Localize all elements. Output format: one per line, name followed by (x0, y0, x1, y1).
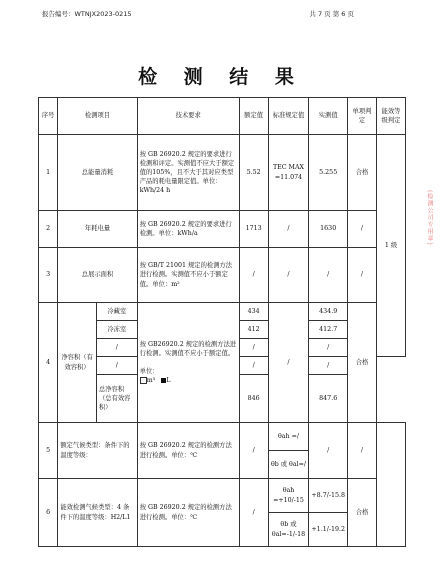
unit-label: 单位： (139, 367, 159, 375)
row-std: / (268, 248, 309, 303)
row-std: / (268, 303, 309, 423)
col-no: 序号 (39, 98, 58, 135)
sub-item: 总净容积（总有效容积） (96, 375, 137, 423)
row-no: 6 (39, 479, 58, 547)
unit-m3: m³ (146, 376, 156, 384)
row-item: 总能量消耗 (58, 135, 137, 211)
table-row (39, 135, 406, 211)
table-header-row (39, 98, 406, 135)
row-judge: 合格 (348, 303, 377, 423)
row-std-a: θah =+10/-15 (268, 479, 309, 513)
sub-item: / (96, 339, 137, 357)
sub-measured: / (309, 339, 348, 357)
page-header (0, 9, 442, 23)
table-row (39, 211, 406, 248)
sub-item: 冷藏室 (96, 303, 137, 321)
row-no: 4 (39, 303, 58, 423)
row-rated: 5.52 (239, 135, 268, 211)
row-judge: / (348, 248, 377, 303)
sub-measured: 412.7 (309, 321, 348, 339)
row-std: TEC MAX =11.074 (268, 135, 309, 211)
checkbox-empty-icon (140, 377, 147, 384)
sub-item: 冷冻室 (96, 321, 137, 339)
row-measured: / (309, 248, 348, 303)
row-std-b: θb 或 θal=/ (268, 451, 309, 479)
col-std: 标准规定值 (268, 98, 309, 135)
row-measured-b: +1.1/-19.2 (309, 513, 348, 547)
sub-measured: 847.6 (309, 375, 348, 423)
row-measured-a: +8.7/-15.8 (309, 479, 348, 513)
row-req: 按 GB 26920.2 规定的检测方法进行检测。单位：℃ (137, 479, 239, 547)
row-req: 按 GB/T 21001 规定的检测方法进行检测。实测值不应小于额定值。单位：m² (137, 248, 239, 303)
row-rated: / (239, 248, 268, 303)
row-std: / (268, 211, 309, 248)
page-title: 检 测 结 果 (138, 66, 304, 88)
col-item: 检测项目 (58, 98, 137, 135)
row-judge: / (348, 423, 377, 479)
grade-cell-lower (376, 423, 405, 547)
row-item: 总展示面积 (58, 248, 137, 303)
row-req (137, 303, 239, 423)
row-no: 1 (39, 135, 58, 211)
col-rated: 额定值 (239, 98, 268, 135)
table-row (39, 479, 406, 513)
row-measured: 1630 (309, 211, 348, 248)
row-no: 3 (39, 248, 58, 303)
row-item: 净容积（有效容积） (58, 303, 97, 423)
stamp-seal: (检测公司专用章) (426, 190, 433, 246)
row-item: 年耗电量 (58, 211, 137, 248)
unit-options (140, 376, 237, 385)
sub-item: / (96, 357, 137, 375)
report-number: 报告编号：WTNJX2023-0215 (42, 10, 132, 18)
sub-rated: 412 (239, 321, 268, 339)
table-row (39, 303, 406, 321)
row-rated: 1713 (239, 211, 268, 248)
row-rated: / (239, 423, 268, 479)
row-measured: 5.255 (309, 135, 348, 211)
row-req: 按 GB 26920.2 规定的要求进行检测和评定。实测值不应大于额定值的105%，且不大于其对应类型产品的耗电量限定值。单位：kWh/24 h (137, 135, 239, 211)
row-std-b: θb 或 θal=-1/-18 (268, 513, 309, 547)
row-judge: 合格 (348, 479, 377, 547)
table-row (39, 423, 406, 451)
row-measured: / (309, 423, 348, 479)
req-text: 按 GB26920.2 规定的检测方法进行检测。实测值不应小于额定值。 (139, 341, 237, 358)
sub-rated: 434 (239, 303, 268, 321)
row-std-a: θah =/ (268, 423, 309, 451)
results-table (38, 97, 406, 547)
unit-l: L (166, 376, 171, 384)
row-judge: 合格 (348, 135, 377, 211)
col-req: 技术要求 (137, 98, 239, 135)
row-no: 2 (39, 211, 58, 248)
sub-rated: / (239, 357, 268, 375)
row-item: 能效检测气候类型：4 条件下的温度等级：H2/L1 (58, 479, 137, 547)
col-judge: 单项判定 (348, 98, 377, 135)
page-info: 共 7 页 第 6 页 (309, 10, 354, 18)
row-req: 按 GB 26920.2 规定的要求进行检测。单位：kWh/a (137, 211, 239, 248)
col-measured: 实测值 (309, 98, 348, 135)
row-no: 5 (39, 423, 58, 479)
sub-measured: 434.9 (309, 303, 348, 321)
grade-cell: 1 级 (376, 135, 405, 357)
row-judge: / (348, 211, 377, 248)
col-grade: 能效等级判定 (376, 98, 405, 135)
sub-measured: / (309, 357, 348, 375)
row-item: 额定气候类型：条件下的温度等级： (58, 423, 137, 479)
table-row (39, 248, 406, 303)
row-req: 按 GB 26920.2 规定的检测方法进行检测。单位：℃ (137, 423, 239, 479)
sub-rated: / (239, 339, 268, 357)
row-rated: / (239, 479, 268, 547)
sub-rated: 846 (239, 375, 268, 423)
